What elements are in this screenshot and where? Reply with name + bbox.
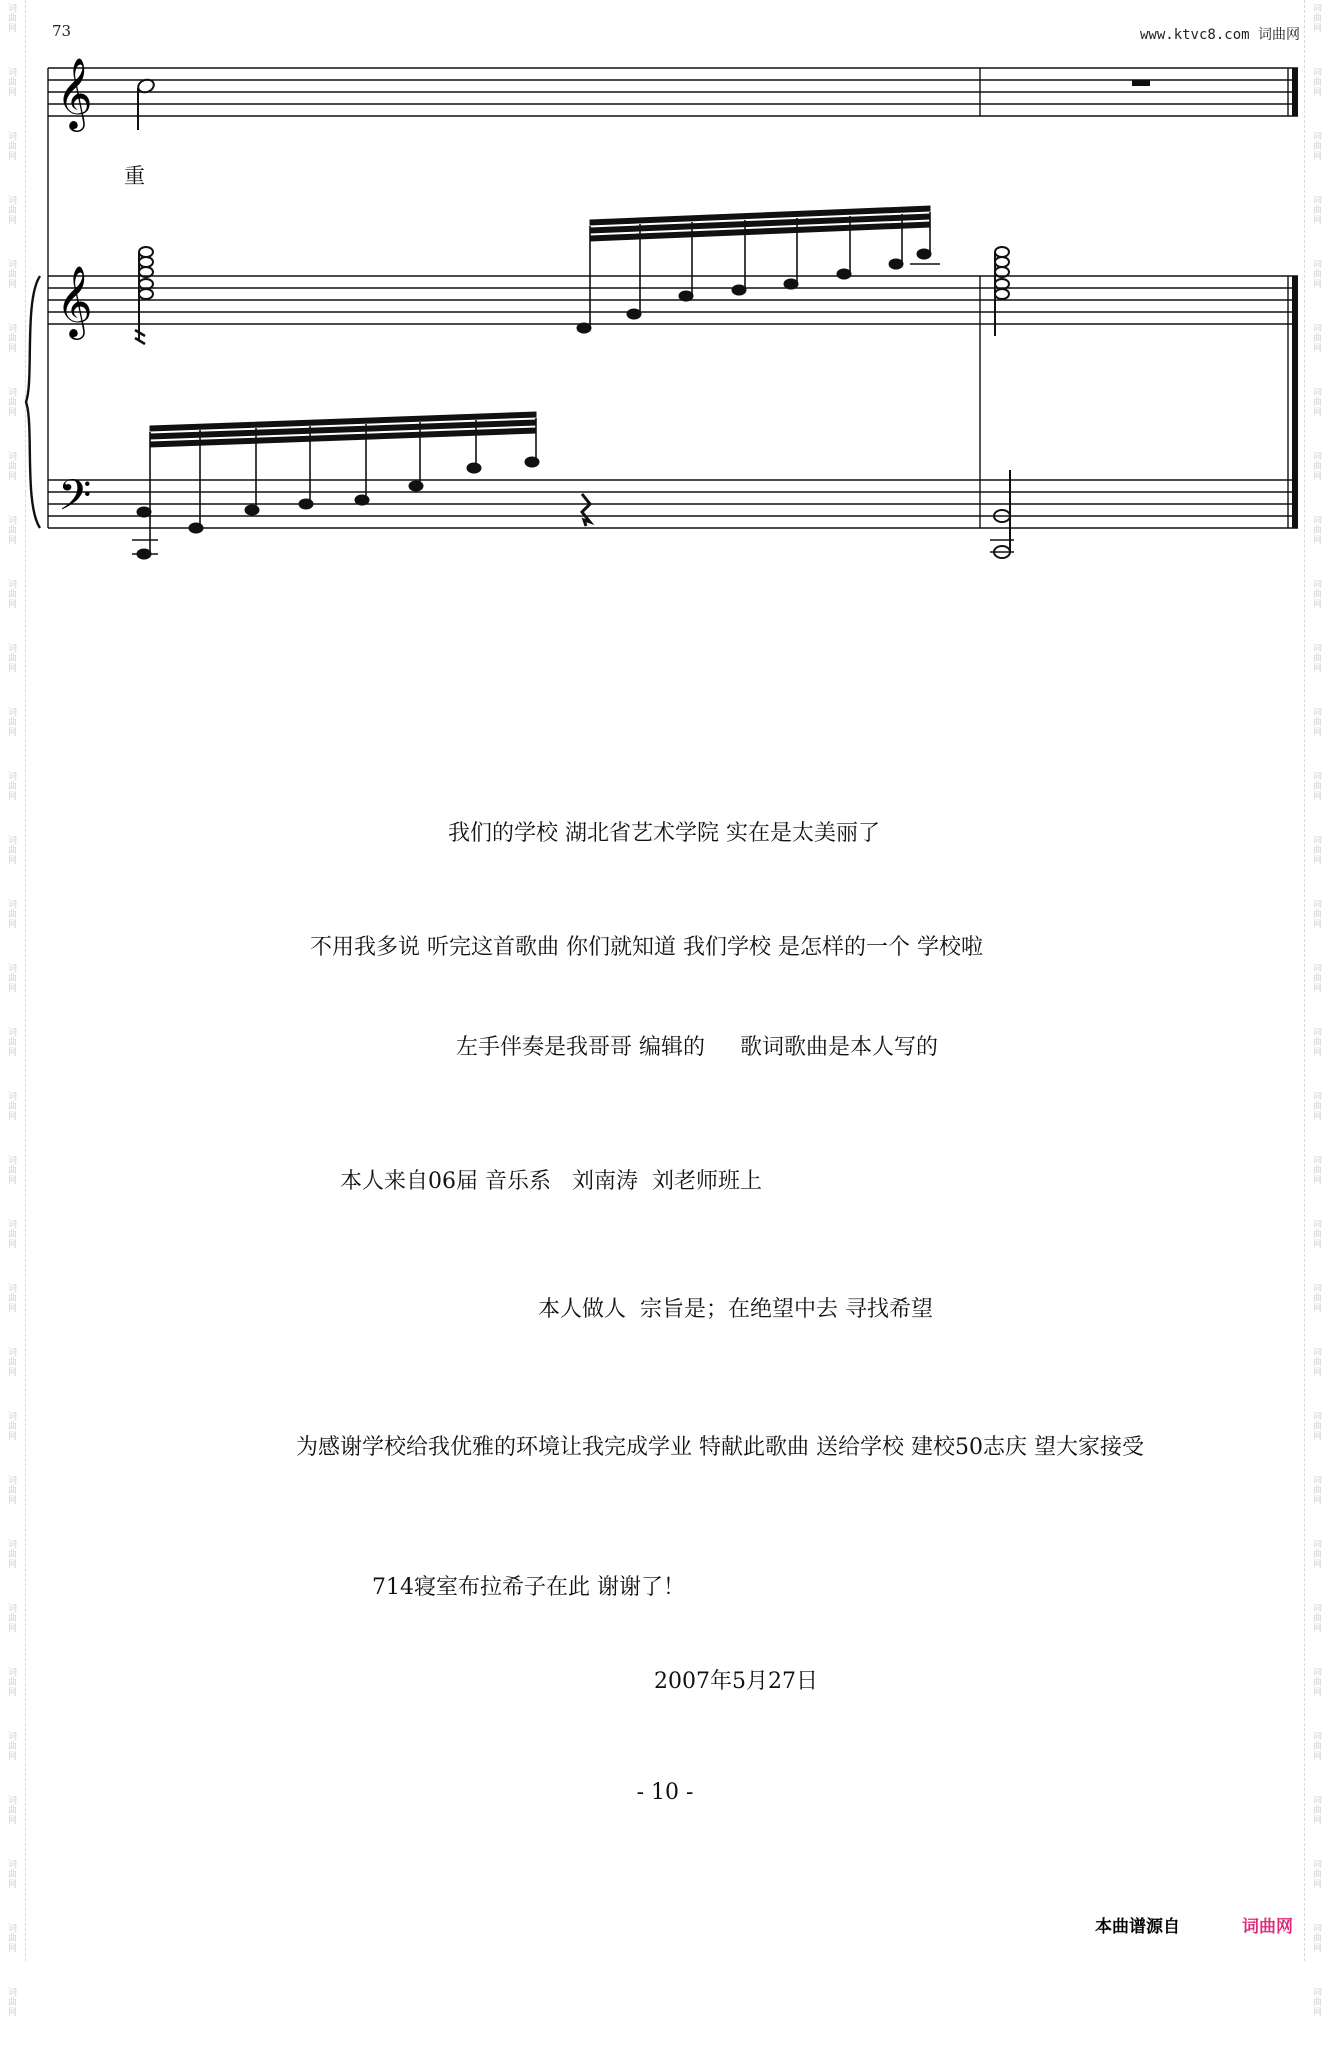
watermark-text: 词 曲 网	[7, 1604, 17, 1634]
watermark-text: 词 曲 网	[7, 4, 17, 34]
watermark-text: 词 曲 网	[1312, 1476, 1322, 1506]
watermark-text: 词 曲 网	[1312, 324, 1322, 354]
watermark-text: 词 曲 网	[1312, 708, 1322, 738]
watermark-text: 词 曲 网	[7, 580, 17, 610]
treble-clef-icon: 𝄞	[56, 264, 93, 337]
watermark-text: 词 曲 网	[1312, 1092, 1322, 1122]
watermark-text: 词 曲 网	[7, 644, 17, 674]
note-line: 2007年5月27日	[654, 1669, 818, 1694]
watermark-text: 词 曲 网	[1312, 1220, 1322, 1250]
bass-arpeggio	[132, 412, 539, 559]
footer-brand-link[interactable]: 词曲网	[1242, 1917, 1293, 1936]
site-url-text: www.ktvc8.com	[1139, 27, 1250, 43]
watermark-text: 词 曲 网	[1312, 1028, 1322, 1058]
watermark-text: 词 曲 网	[7, 1732, 17, 1762]
watermark-text: 词 曲 网	[1312, 1668, 1322, 1698]
watermark-text: 词 曲 网	[7, 964, 17, 994]
watermark-text: 词 曲 网	[1312, 196, 1322, 226]
treble-chord-right	[995, 247, 1009, 336]
watermark-text: 词 曲 网	[7, 452, 17, 482]
watermark-text: 词 曲 网	[7, 1348, 17, 1378]
watermark-text: 词 曲 网	[7, 708, 17, 738]
note-line: 本人来自06届 音乐系 刘南涛 刘老师班上	[340, 1169, 762, 1194]
watermark-text: 词 曲 网	[1312, 1540, 1322, 1570]
watermark-text: 词 曲 网	[7, 1412, 17, 1442]
note-line: 不用我多说 听完这首歌曲 你们就知道 我们学校 是怎样的一个 学校啦	[310, 935, 983, 960]
bass-half-chord	[990, 470, 1014, 558]
note-line: 左手伴奏是我哥哥 编辑的 歌词歌曲是本人写的	[456, 1035, 938, 1060]
watermark-text: 词 曲 网	[1312, 772, 1322, 802]
piano-treble-staff	[48, 276, 1298, 324]
watermark-text: 词 曲 网	[7, 1476, 17, 1506]
watermark-text: 词 曲 网	[7, 132, 17, 162]
watermark-text: 词 曲 网	[7, 900, 17, 930]
watermark-text: 词 曲 网	[1312, 388, 1322, 418]
watermark-text: 词 曲 网	[1312, 1796, 1322, 1826]
watermark-text: 词 曲 网	[1312, 964, 1322, 994]
watermark-text: 词 曲 网	[7, 836, 17, 866]
watermark-text: 词 曲 网	[1312, 4, 1322, 34]
watermark-text: 词 曲 网	[1312, 644, 1322, 674]
watermark-text: 词 曲 网	[1312, 68, 1322, 98]
watermark-text: 词 曲 网	[7, 260, 17, 290]
watermark-text: 词 曲 网	[1312, 452, 1322, 482]
watermark-text: 词 曲 网	[7, 1860, 17, 1890]
note-line: 为感谢学校给我优雅的环境让我完成学业 特献此歌曲 送给学校 建校50志庆 望大家接受	[296, 1435, 1144, 1460]
watermark-text: 词 曲 网	[7, 1796, 17, 1826]
watermark-text: 词 曲 网	[7, 324, 17, 354]
watermark-text: 词 曲 网	[1312, 836, 1322, 866]
watermark-text: 词 曲 网	[1312, 1988, 1322, 2018]
watermark-text: 词 曲 网	[1312, 132, 1322, 162]
watermark-text: 词 曲 网	[7, 68, 17, 98]
treble-clef-icon: 𝄞	[56, 56, 93, 129]
measure-number: 73	[52, 22, 72, 40]
watermark-text: 词 曲 网	[7, 1028, 17, 1058]
note-line: 714寝室布拉希子在此 谢谢了！	[372, 1575, 685, 1600]
watermark-text: 词 曲 网	[1312, 1860, 1322, 1890]
watermark-text: 词 曲 网	[7, 1540, 17, 1570]
watermark-text: 词 曲 网	[1312, 580, 1322, 610]
note-line: 本人做人 宗旨是；在绝望中去 寻找希望	[538, 1297, 933, 1322]
watermark-text: 词 曲 网	[7, 1092, 17, 1122]
piano-brace	[26, 276, 40, 528]
watermark-text: 词 曲 网	[7, 1284, 17, 1314]
watermark-text: 词 曲 网	[7, 196, 17, 226]
watermark-text: 词 曲 网	[1312, 1412, 1322, 1442]
note-line: 我们的学校 湖北省艺术学院 实在是太美丽了	[448, 821, 880, 846]
watermark-text: 词 曲 网	[1312, 900, 1322, 930]
watermark-text: 词 曲 网	[1312, 1924, 1322, 1954]
watermark-text: 词 曲 网	[1312, 1732, 1322, 1762]
watermark-text: 词 曲 网	[7, 1988, 17, 2018]
watermark-text: 词 曲 网	[7, 1668, 17, 1698]
footer-source-label: 本曲谱源自	[1095, 1917, 1180, 1936]
watermark-text: 词 曲 网	[1312, 1156, 1322, 1186]
watermark-text: 词 曲 网	[7, 1924, 17, 1954]
watermark-text: 词 曲 网	[7, 516, 17, 546]
watermark-text: 词 曲 网	[7, 1220, 17, 1250]
watermark-text: 词 曲 网	[1312, 1348, 1322, 1378]
watermark-text: 词 曲 网	[7, 388, 17, 418]
music-score	[0, 0, 1330, 600]
site-name: 词曲网	[1258, 27, 1300, 43]
treble-arpeggio	[577, 206, 940, 333]
bass-clef-icon: 𝄢	[58, 471, 92, 531]
watermark-text: 词 曲 网	[7, 772, 17, 802]
watermark-text: 词 曲 网	[1312, 260, 1322, 290]
treble-chord-left	[135, 247, 153, 344]
page-number: - 10 -	[636, 1780, 694, 1805]
quarter-rest	[582, 494, 590, 526]
vocal-staff	[48, 68, 1298, 116]
watermark-text: 词 曲 网	[1312, 1284, 1322, 1314]
piano-bass-staff	[48, 480, 1298, 528]
watermark-text: 词 曲 网	[7, 1156, 17, 1186]
watermark-text: 词 曲 网	[1312, 1604, 1322, 1634]
lyric-syllable: 重	[124, 164, 145, 188]
watermark-text: 词 曲 网	[1312, 516, 1322, 546]
